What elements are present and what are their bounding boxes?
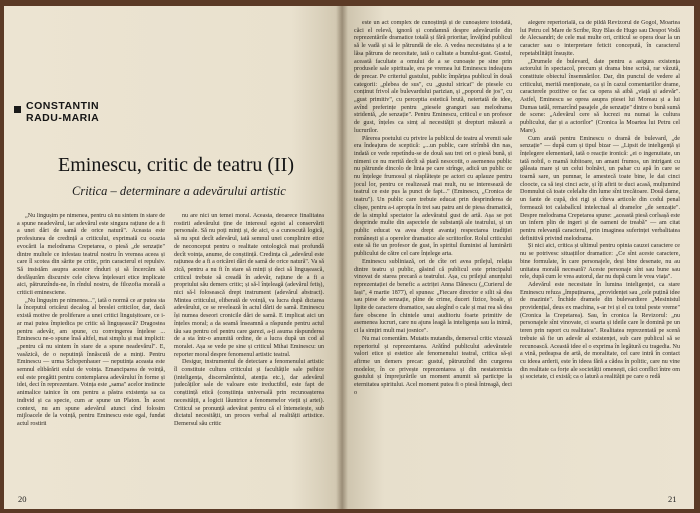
author-bullet xyxy=(14,106,21,113)
paragraph: „Nu lingușim pe nimenea...", iată o normă ce ar putea sta la începutul oricărui decalog al breslei criticilor, dar, dacă există motive de proliferare a unei critici linguișitoare, ce i-ar mai putea împiedica pe critic să lingușească? Dragostea pentru adevăr, am spune, cu convingerea înțelese ... Eminescu ne-o spune însă altfel, mai simplu și mai implicit: „pentru că nu sintem în stare de a spune neadevărul". E, vasăzică, de o neputință înnăscută de a minți. Pentru Eminescu — urma Schopenhauer — neputința aceasta este semnul elibărării eului de voința. Emanciparea de voință, eul este pregătit pentru contemplarea adevărului în forme și idei, deci în reprezentare. Voința este „sama" acelor instincte animalice tainice în om pentru a păstra existența sa ca individ și ca specie, cum ar spune un Platon. În acest context, nu am spune adevărul atunci cînd folosim mijloacele de la voință, pentru Eminescu este egal, fundat actul rostirii xyxy=(17,297,165,427)
paragraph: Părerea poetului cu privire la publicul de teatru al vremii sale era îndeajuns de sceptică: „...un public, care strîmbă din nas, indată ce vede repetîndu-se de două sau trei ori o piesă bună, și nimeni ce nu merită decît să piară nesocotit, o asemenea public nu pătrunde dincolo de linia pe care strînge, adică un public ce nu înțelege frumosul și răsplătește pe actori cu aplauze pentru jocul lor, pentru ce realizează mai mult, nu se interesează de teatrul ce este pus la punct de fapt..." (Eminescu, „Cronica de teatru"). Un public care trebuie educat prin desprinderea de clișee, pentru a-i apropia în trei sau patru ani de piesa dramatică, de la simplul spectator la adevăratul gust de artă. Așa se pot desprinde multe din aspectele de substanță ale teatrului, și un public educat va avea drept avantaj respectarea tradiției românești și a operelor dramatice ale scriitorilor. Rolul criticului este să fie un profesor de gust, în spiritul iluminist al luminării publicului de către cel care înțelege arta. xyxy=(354,135,512,258)
column-2 xyxy=(174,213,324,495)
paragraph: „Drumele de bulevard, date pentru a asigura existența actorului în spectacol, precum și drama bine scrisă, rar văzută, constituie obiectul însemnărilor. Dar, din punctul de vedere al criticului, merită menționate, ca și în cazul comentariilor drame, caracterele pozitive ce fac ca opera să aibă „viață și adevăr". Astfel, Eminescu se oprea asupra piesei lui Moreau și a lui Dumas tatăl, remarcînd pasajele „de senzație" dintre o bună sumă de scene: „Adevărul cere să lucrezi nu numai la cultura publicului, dar și a actorilor" (Cronica la Moartea lui Petru cel Mare). xyxy=(520,58,680,134)
paragraph: Și nici aici, critica și ultimul pentru opinia cauzei caractere ce nu se potrivesc situațiilor dramatice: „Ce sînt aceste caractere, bine formulate, în care personajele, deși bine desenate, nu au unitatea morală necesară? Aceste personaje sînt sau bune sau rele, după cum le vrea autorul, dar nu după cum le vrea viața". xyxy=(520,243,680,281)
paragraph: Desigur, instrumentul de detectare a fenomenului artistic îl constituie cultura criticului și facultățile sale psihice (inteligența, discernămîntul, atenția etc.), dar adevărul judecăților sale de valoare este ireductibil, este fapt de conștiință etică (conștiința universală prin recunoașterea necesității, a logicii lăuntrice a fenomenelor vieții și artei). Criticul se pronunță adevărat pentru că el întemeiește, sub dictatul necesității, un proces verbal al realității artistice. Demersul său critic xyxy=(174,359,324,427)
paragraph: Cum arată pentru Eminescu o dramă de bulevard, „de senzație" — după cum și tipul bizar — „Lipsit de inteligență și înțelegere elementară, iată o reacție ironică: „ei o ingenuitate, un tată nobil, o mamă iubitoare, un amant frumos, un intrigant cu găleata mare și un celui bolnăvi, un pahar cu apă în care se toarnă sare, un pumnar, le amestecă toate bine, le dai cinci cloocte, ca să ieși cinci acte, și îți afirii te duci acasă, mulțumind Domnului că toate celelalte din lume sînt trecătoare. Două dame, un fante de cupă, doi rigi și cîteva articole din codul penal formează tot calabalîcul intelectual al dramelor „de senzație". Despre melodrama Crepetarea spune: „această piesă corlsașă este un infern plin de ingeri și de oameni de treabă" — am citat pentru relevanță caracterul, prin imaginea suferinței verbalitatea definitivă privind melodrama. xyxy=(520,135,680,242)
column-3 xyxy=(354,20,512,496)
left-page xyxy=(4,6,342,509)
page-number-right: 21 xyxy=(668,494,677,504)
page-number-left: 20 xyxy=(18,494,27,504)
author-last-name: RADU-MARIA xyxy=(26,112,100,124)
article-subtitle: Critica – determinare a adevărului artistic xyxy=(72,184,286,198)
column-4 xyxy=(520,20,680,486)
paragraph: „Nu lingușim pe nimenea, pentru că nu sintem în stare de a spune neadevărul, iar adevărul este singura rațiune de a fi a unei dări de samă de orice natură". Aceasta este profesiunea de credință a criticului, exprimată cu ocazia evocării la melodrama Crepetarea, o piesă „de senzație" dintre multele ce infestau teatrul nostru în vremea aceea și care îl scotea din sărite pe critic, prin caracterul ei repulsiv. Să insistăm asupra acestor rînduri și să încercăm să desfășurăm discursiv cele cîteva înțelesuri etice implicate aici, pătrunzîndu-ne, în rîndul nostru, de filozofia morală a criticii eminesciene. xyxy=(17,213,165,297)
paragraph: nu are nici un temei moral. Aceasta, deoarece finalitatea rostirii adevărului ține de interesul egoist al conservării personale. Să nu poți minți și, de aici, o a cunoscută logică, să nu spui decît adevărul, iată semnul unei complinire etice de neconceput pentru o realitate ontologică mai profundă decît voința, anume, de conștiință. Credința că „adevărul este rațiunea de a fi a oricărei dări de samă de orice natură". Va să zică, pentru a nu fi în stare să minți și deci să lingușească, criticul trebuie să creadă în adevăr, rațiune de a fi a propriului său demers critic; și să-l înțeleagă (adevărul fetiș), nici să-l folosească drept instrument (adevărul abstract). Mintea criticului, eliberată de voință, va lucra după dictarea adevărului, ce se revelează în actul dării de samă. Eminescu își numea deseori cronicile dări de samă. E implicat aici un înțeles moral; a da seamă înseamnă a răspunde pentru actul tău sau pentru cel pentru care garezi, a-ți asuma răspunderea de a sta într-o anumită ordine, de a lucra după un cod al moralei. Așa se vede pe sine și criticul Mihai Eminescu: un reporter moral despre fenomenul artistic teatral. xyxy=(174,213,324,358)
right-page xyxy=(342,6,694,509)
book-gutter xyxy=(336,6,348,509)
paragraph: este un act complex de cunoștință și de cunoaștere totodată, căci el relevă, ignoră și condamnă despre adevărurile din reprezentările dramatice totală și fără prioritar, învățînd publicul să le vadă și să le pătrundă de ele. A vedea necesitatea și a te lăsa pătruns de necesitate, iată o calitate a bunului-gust. Gustul, această facultate a omului de a se cunoaște pe sine prin produsele sale spirituale, era pe vremea lui Eminescu indeajuns de precar. Pe criteriul gustului, public împărțea publicul în două categorii: „plebea de sus", cu „gustul stricat" de piesele cu conținut frivol ale bulevardului parizian, și „poporul de jos", cu „gust primitiv", cu perceptia estetică brută, neiertată de idee, avînd preferințe pentru „piesele granguri sau melodrama stridentă, „de senzație". Pentru Eminescu, criticul e un profesor de gust, înțeles ca simț al necesității și drepturi măsură a lucrurilor. xyxy=(354,20,512,134)
paragraph: Adevărul este necesitate în lumina inteligenței, ca stare Eminescu refuza „împuținarea, „providenței sau „cele puțină idee de mazinie". Închide dramele din bulevardiere „Mesinistul providențial, deus ex machina, s-ar ivi și el cu totul peste vreme" (Cronica la Crepetarea). Sau, în cronica la Revizorul: „nu personajele sînt vinovate, ci soarta și ideile care le domină pe un teren prin raport cu realitatea". Realitatea reprezentată pe scenă trebuie să fie un adevăr al existenței, sub care publicul să se recunoască. Această idee el o exprima în legătură cu tragedia. Nu a vină, pedeapsa de artă, de moralitate, cel care intră în contact cu ideea arderii, este în ideea fără a cădea în politic, care nu vine din realitate ca forțe ale societății omenești, căci conflict între om și societate, ci există; ca o latură a realității pe care o redă xyxy=(520,281,680,381)
author-name xyxy=(26,100,99,124)
paragraph: Eminescu subliniază, ori de cîte ori avea prilejul, relația dintre teatru și public, găsind că publicul este principalul vinovat de starea precară a teatrului. Așa, cu prilejul anunțului reprezentației de benefic a actriței Anna Dănescu („Curierul de Iași", 4 martie 1877), el spunea: „Fiecare director e silit să dea sau piese de senzație, pline de crime, duceri fizice, boale, și lipite de caractere dramatice, sau alegînd o cale și mai rea să dea fare obscene în chintele unui auditoriu foarte primitiv de asemenea lucruri, care nu ajuns leagă la inteligența sau la inimă, ci la simțiri mult mai josnice". xyxy=(354,258,512,335)
author-first-name: CONSTANTIN xyxy=(26,100,100,112)
article-title: Eminescu, critic de teatru (II) xyxy=(58,154,294,176)
paragraph: alegere repertorială, ca de pildă Revizorul de Gogol, Moartea lui Petru cel Mare de Scribe, Ruy Blas de Hugo sau Despot Vodă de Alecsandri; de cele mai multe ori, criticul se opera doar la un caracter sau o interpretare feticit concepută, în caracterul repetabilității însușite. xyxy=(520,20,680,57)
paragraph: Nu mai comentăm. Mutatis mutandis, demersul critic vizează repertoriul și reprezentarea. Arătînd publicului adevăratele valori etice și estetice ale fenomenului teatral, critica să-și afirme un demers precar: gustul, pătrunzînd din curgerea modelor, în ce privește reprezentarea și din nestatornicia gustului și împrejurările un moment anumit să participe la eternitatea spiritului. Acel moment putea fi o piesă întreagă, deci o xyxy=(354,335,512,396)
column-1 xyxy=(17,213,165,495)
